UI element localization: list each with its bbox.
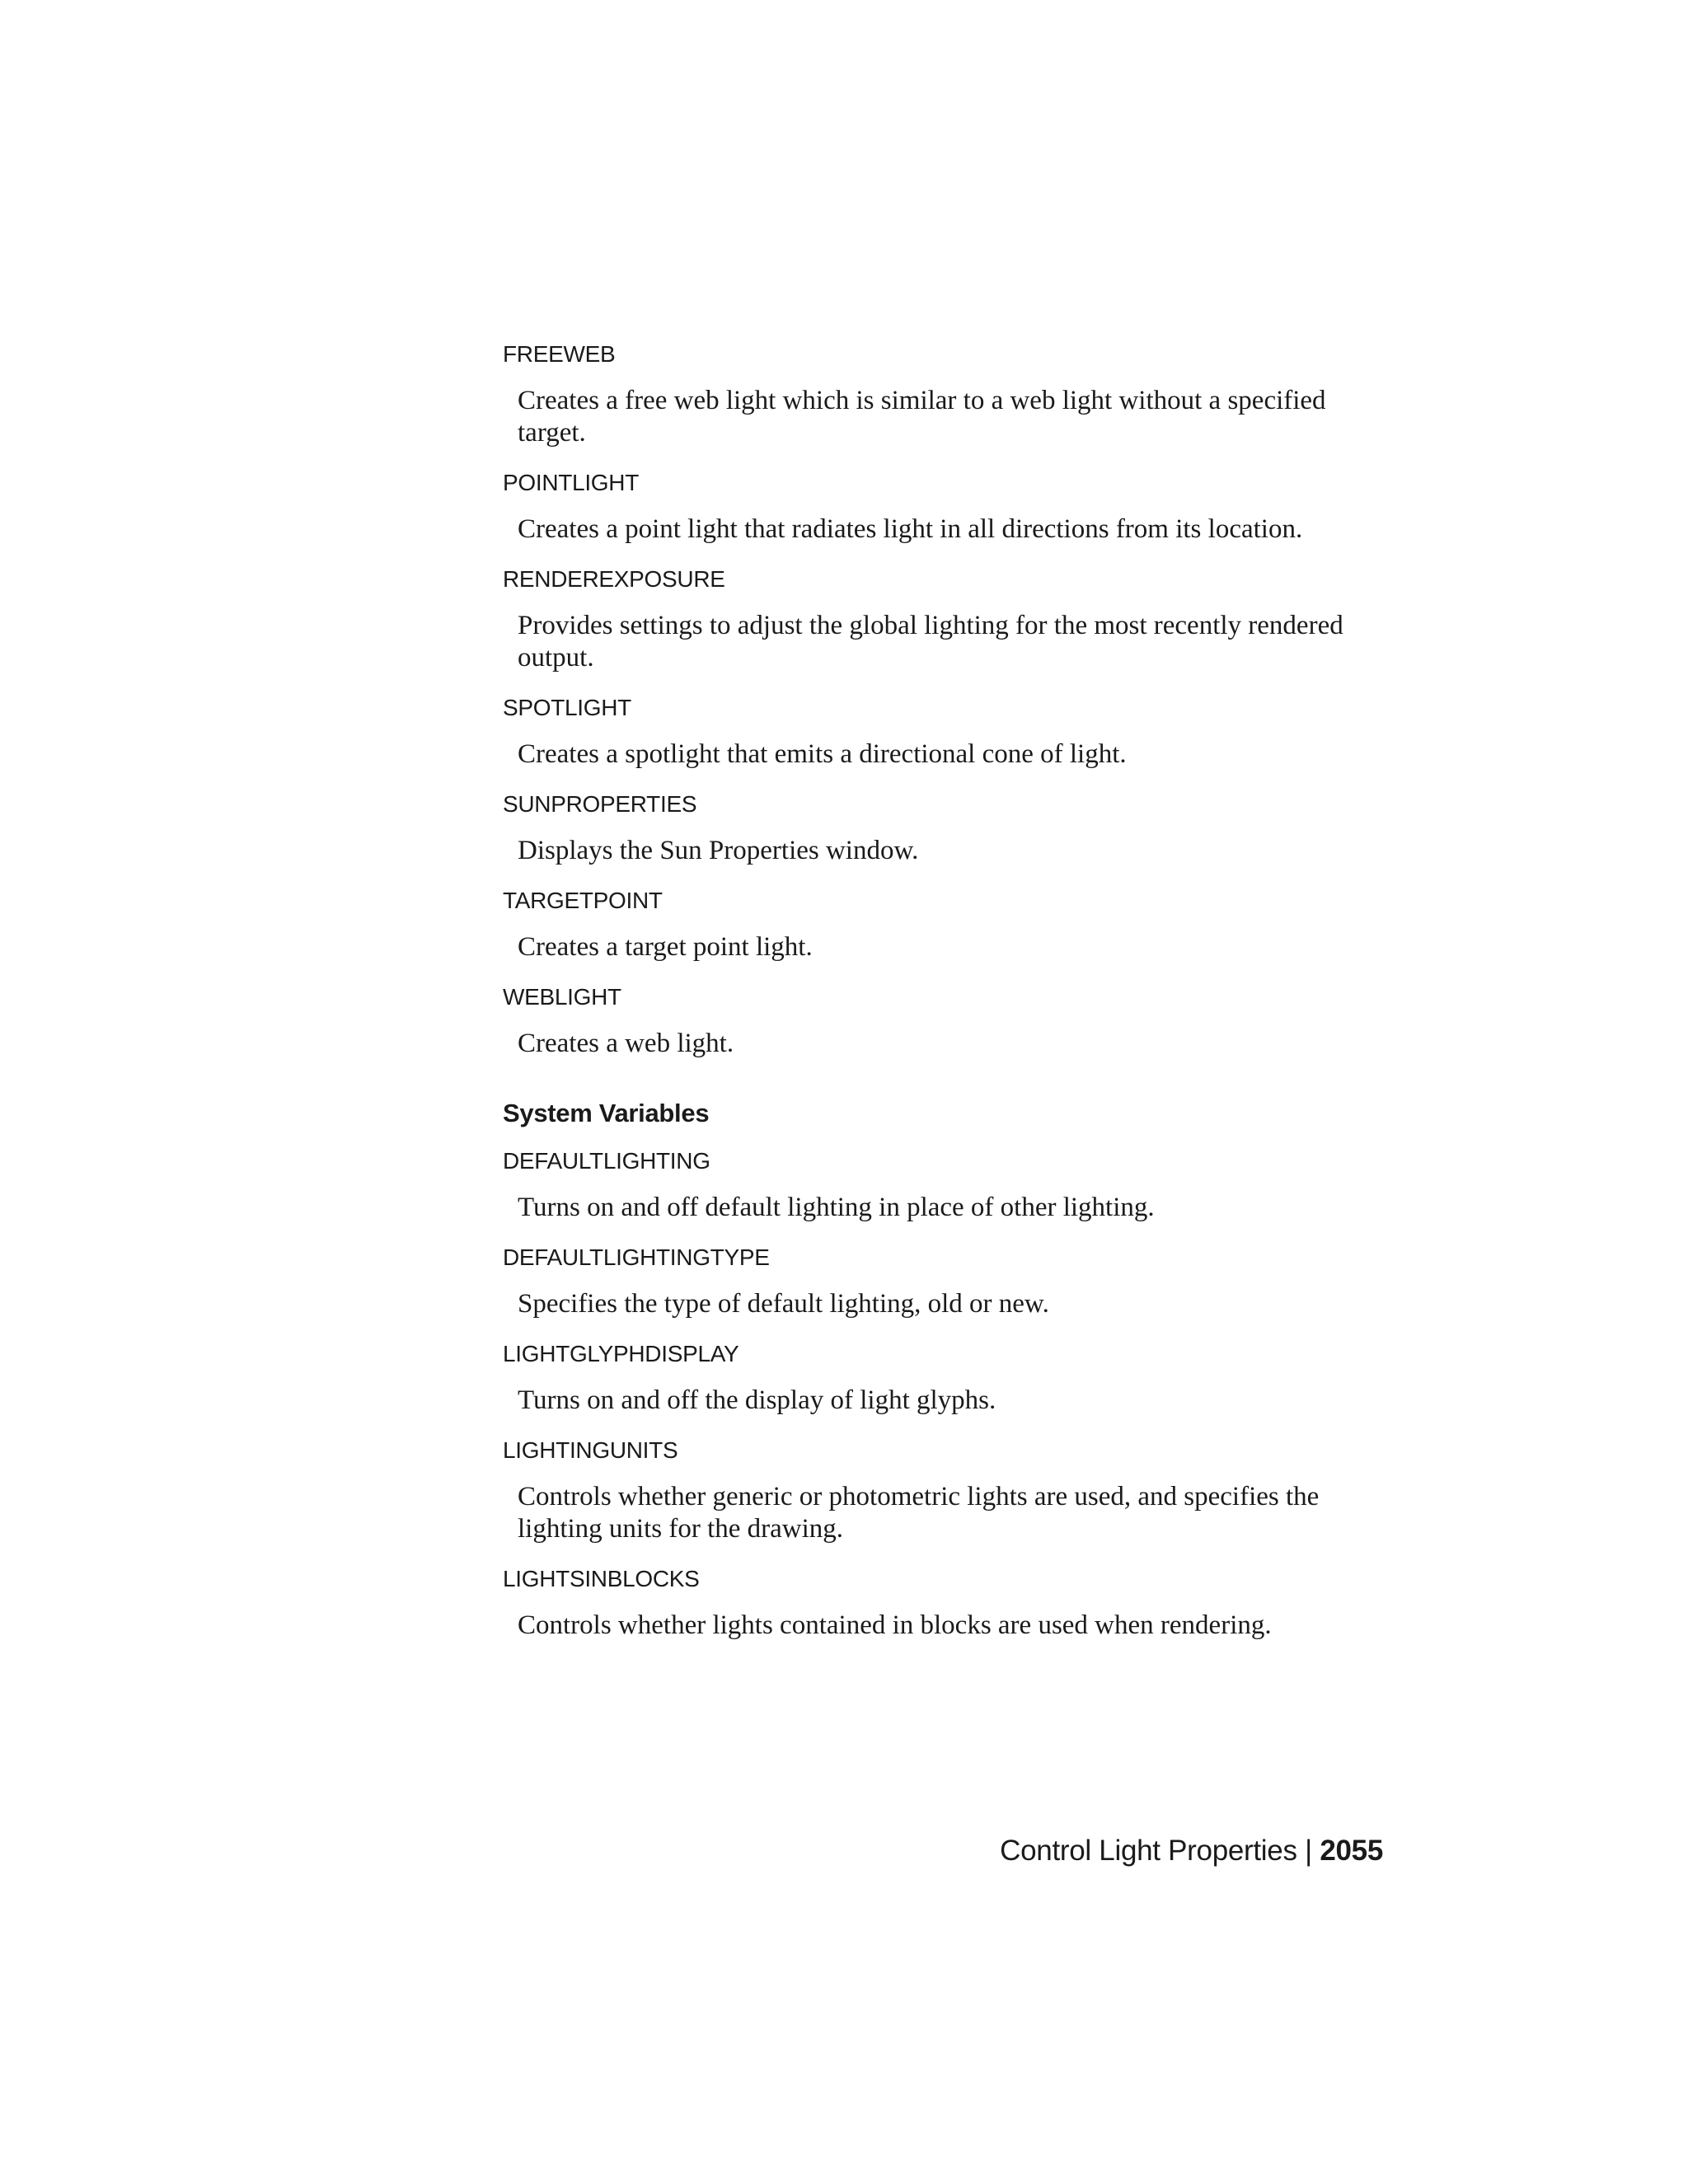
description-lightingunits: Controls whether generic or photometric lights are used, and specifies the lighting units for the drawing. bbox=[518, 1482, 1320, 1544]
description-weblight: Creates a web light. bbox=[518, 1029, 734, 1058]
term-defaultlightingtype: DEFAULTLIGHTINGTYPE bbox=[503, 1244, 770, 1270]
description-lightsinblocks: Controls whether lights contained in blocks are used when rendering. bbox=[518, 1610, 1272, 1640]
term-lightingunits: LIGHTINGUNITS bbox=[503, 1437, 678, 1463]
description-defaultlighting: Turns on and off default lighting in place of other lighting. bbox=[518, 1193, 1155, 1222]
section-heading-system-variables: System Variables bbox=[503, 1099, 710, 1127]
term-lightsinblocks: LIGHTSINBLOCKS bbox=[503, 1566, 700, 1591]
commands-list bbox=[503, 338, 1393, 1060]
description-sunproperties: Displays the Sun Properties window. bbox=[518, 836, 919, 865]
term-sunproperties: SUNPROPERTIES bbox=[503, 791, 697, 817]
page-content bbox=[503, 338, 1393, 1659]
description-freeweb: Creates a free web light which is similar to a web light without a specified target. bbox=[518, 386, 1326, 448]
page-number: 2055 bbox=[1320, 1835, 1383, 1867]
term-targetpoint: TARGETPOINT bbox=[503, 888, 663, 913]
description-renderexposure: Provides settings to adjust the global lighting for the most recently rendered output. bbox=[518, 611, 1343, 673]
description-targetpoint: Creates a target point light. bbox=[518, 932, 813, 962]
description-lightglyphdisplay: Turns on and off the display of light glyphs. bbox=[518, 1385, 996, 1415]
term-lightglyphdisplay: LIGHTGLYPHDISPLAY bbox=[503, 1341, 739, 1366]
footer-title: Control Light Properties bbox=[1000, 1835, 1297, 1867]
term-weblight: WEBLIGHT bbox=[503, 984, 621, 1010]
description-pointlight: Creates a point light that radiates light in all directions from its location. bbox=[518, 514, 1303, 544]
description-spotlight: Creates a spotlight that emits a directional cone of light. bbox=[518, 739, 1127, 769]
term-spotlight: SPOTLIGHT bbox=[503, 695, 631, 720]
term-freeweb: FREEWEB bbox=[503, 341, 616, 367]
footer-separator: | bbox=[1305, 1835, 1312, 1867]
term-defaultlighting: DEFAULTLIGHTING bbox=[503, 1148, 710, 1174]
term-pointlight: POINTLIGHT bbox=[503, 470, 640, 495]
description-defaultlightingtype: Specifies the type of default lighting, old or new. bbox=[518, 1289, 1049, 1319]
term-renderexposure: RENDEREXPOSURE bbox=[503, 566, 725, 592]
system-variables-list bbox=[503, 1145, 1393, 1642]
page-footer bbox=[1000, 1831, 1383, 1871]
